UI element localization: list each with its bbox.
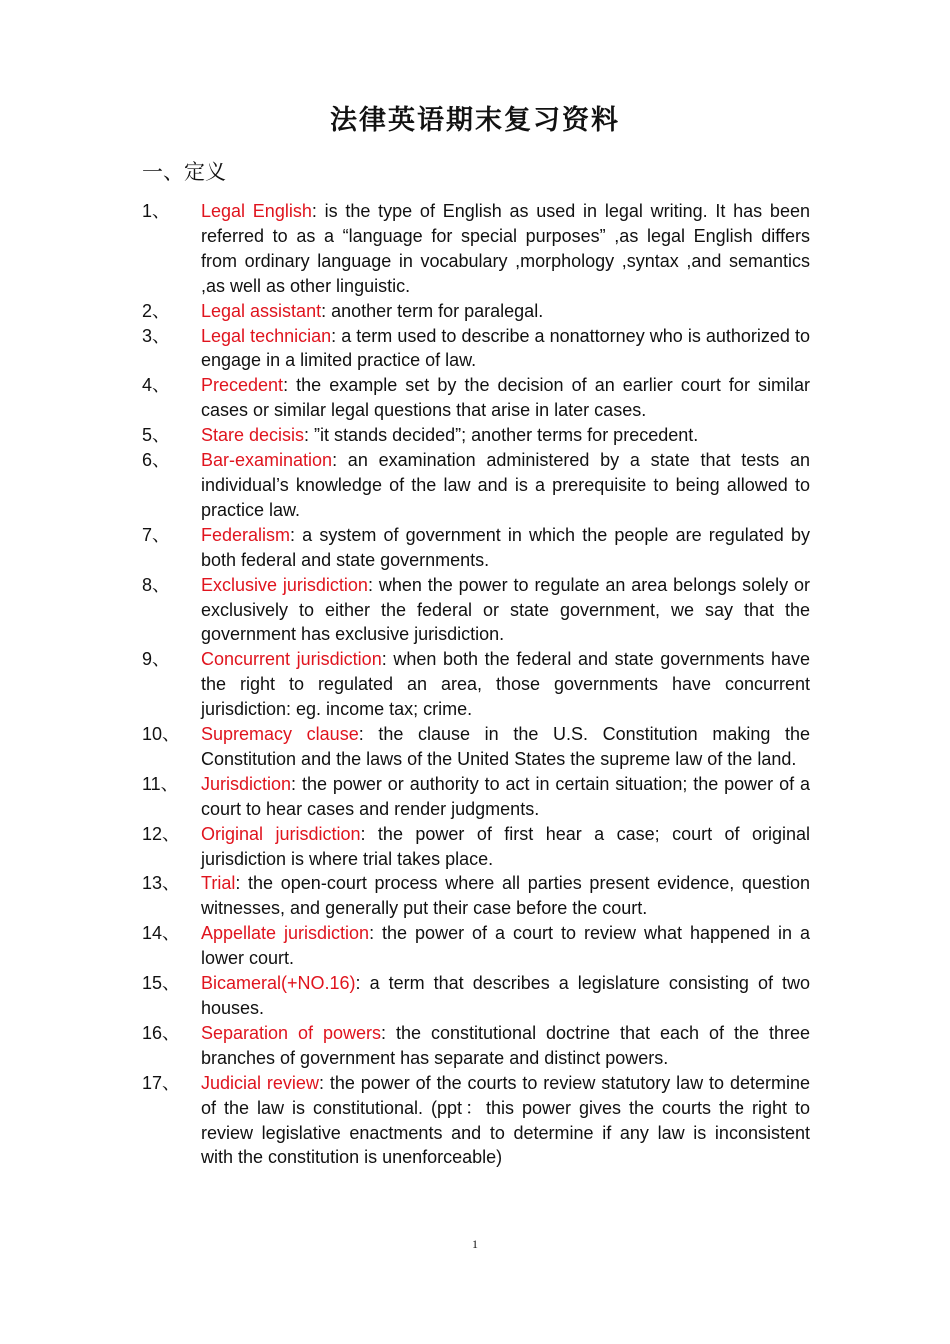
definition-body — [201, 523, 810, 573]
definition-term: Judicial review — [201, 1072, 319, 1093]
definition-body — [201, 871, 810, 921]
item-number: 7、 — [142, 524, 171, 545]
definition-text: : the power of first hear a case; court of original jurisdiction is where trial takes place. — [201, 823, 811, 869]
definition-term: Legal assistant — [201, 300, 322, 321]
item-number: 8、 — [142, 574, 171, 595]
definition-text: : an examination administered by a state that tests an individual’s knowledge of the law and is a prerequisite to being allowed to practice law. — [201, 450, 810, 520]
definition-text: : the constitutional doctrine that each of the three branches of government has separate and distinct powers. — [201, 1022, 811, 1068]
item-number: 1、 — [142, 201, 171, 221]
definition-term: Bar-examination — [201, 450, 333, 471]
definition-term: Exclusive jurisdiction — [201, 574, 368, 595]
definition-text: : a system of government in which the people are regulated by both federal and state governments. — [201, 524, 810, 570]
definition-body — [201, 423, 810, 448]
page-number: 1 — [472, 1237, 478, 1251]
definition-body — [201, 573, 810, 648]
definition-item — [142, 324, 810, 374]
definition-text: : the power of the courts to review statutory law to determine of the law is constitutional. (ppt：this power gives the courts the right to review legislative enactments and to determine if any law is inconsistent with the constitution is unenforceable) — [201, 1072, 810, 1168]
definition-term: Supremacy clause — [201, 724, 359, 745]
item-number: 14、 — [142, 923, 181, 944]
definition-term: Legal technician — [201, 325, 332, 346]
definition-body — [201, 971, 810, 1021]
item-number: 12、 — [142, 823, 181, 844]
definition-body — [201, 921, 810, 971]
definition-text: : when the power to regulate an area belongs solely or exclusively to either the federal or state government, we say that the government has exclusive jurisdiction. — [201, 574, 811, 645]
definition-body — [201, 1071, 810, 1171]
item-number: 17、 — [142, 1072, 181, 1093]
definition-term: Precedent — [201, 375, 284, 396]
definition-text: : ”it stands decided”; another terms for precedent. — [304, 425, 699, 446]
item-number: 16、 — [142, 1022, 181, 1043]
item-number: 3、 — [142, 325, 171, 346]
definition-body — [201, 722, 810, 772]
definition-text: : when both the federal and state governments have the right to regulated an area, those governments have concurrent jurisdiction: eg. income tax; crime. — [201, 649, 811, 720]
item-number: 2、 — [142, 300, 171, 321]
definition-item — [142, 971, 810, 1021]
definition-body — [201, 324, 810, 374]
definition-body — [201, 772, 810, 822]
definition-body — [201, 199, 810, 299]
item-number: 4、 — [142, 375, 171, 396]
definition-item — [142, 423, 810, 448]
definition-item — [142, 573, 810, 648]
definition-body — [201, 647, 810, 722]
definition-text: : the power or authority to act in certain situation; the power of a court to hear cases and render judgments. — [201, 773, 810, 819]
definition-body — [201, 299, 810, 324]
definition-item — [142, 1071, 810, 1171]
definition-term: Bicameral(+NO.16) — [201, 973, 356, 994]
definition-body — [201, 1021, 810, 1071]
section-heading: 一、定义 — [142, 160, 226, 184]
definition-term: Federalism — [201, 524, 291, 545]
definition-term: Concurrent jurisdiction — [201, 649, 382, 670]
definition-term: Legal English — [201, 201, 312, 221]
item-number: 10、 — [142, 724, 181, 745]
definition-term: Appellate jurisdiction — [201, 923, 370, 944]
definition-text: : a term that describes a legislature consisting of two houses. — [201, 973, 810, 1018]
definition-text: : the example set by the decision of an earlier court for similar cases or similar legal questions that arise in later cases. — [201, 375, 810, 421]
item-number: 6、 — [142, 450, 171, 471]
definition-item — [142, 1021, 810, 1071]
definition-item — [142, 921, 810, 971]
definition-item — [142, 822, 810, 872]
definition-term: Stare decisis — [201, 425, 305, 446]
definition-term: Jurisdiction — [201, 773, 292, 794]
definition-item — [142, 523, 810, 573]
definition-item — [142, 772, 810, 822]
definition-item — [142, 299, 810, 324]
item-number: 9、 — [142, 649, 171, 670]
definition-body — [201, 822, 810, 872]
item-number: 15、 — [142, 973, 181, 994]
definition-item — [142, 448, 810, 523]
item-number: 5、 — [142, 425, 171, 446]
definition-item — [142, 199, 810, 299]
definition-term: Trial — [201, 873, 236, 894]
definition-body — [201, 373, 810, 423]
definition-term: Separation of powers — [201, 1022, 382, 1043]
definition-item — [142, 871, 810, 921]
definition-text: : a term used to describe a nonattorney who is authorized to engage in a limited practice of law. — [201, 325, 810, 371]
definition-text: : the clause in the U.S. Constitution making the Constitution and the laws of the United States the supreme law of the land. — [201, 724, 811, 769]
definitions-list — [142, 199, 810, 1170]
definition-term: Original jurisdiction — [201, 823, 361, 844]
item-number: 13、 — [142, 873, 181, 894]
definition-text: : the open-court process where all parties present evidence, question witnesses, and generally put their case before the court. — [201, 873, 810, 919]
page-title: 法律英语期末复习资料 — [330, 105, 620, 136]
definition-text: : is the type of English as used in legal writing. It has been referred to as a “language for special purposes” ,as legal English differs from ordinary language in vocabulary ,morphology ,syntax ,and semantics ,as well as other linguistic. — [201, 201, 810, 296]
definition-item — [142, 373, 810, 423]
definition-item — [142, 722, 810, 772]
definition-text: : the power of a court to review what happened in a lower court. — [201, 923, 811, 969]
definition-body — [201, 448, 810, 523]
definition-item — [142, 647, 810, 722]
definition-text: : another term for paralegal. — [321, 300, 544, 321]
item-number: 11、 — [142, 773, 179, 794]
